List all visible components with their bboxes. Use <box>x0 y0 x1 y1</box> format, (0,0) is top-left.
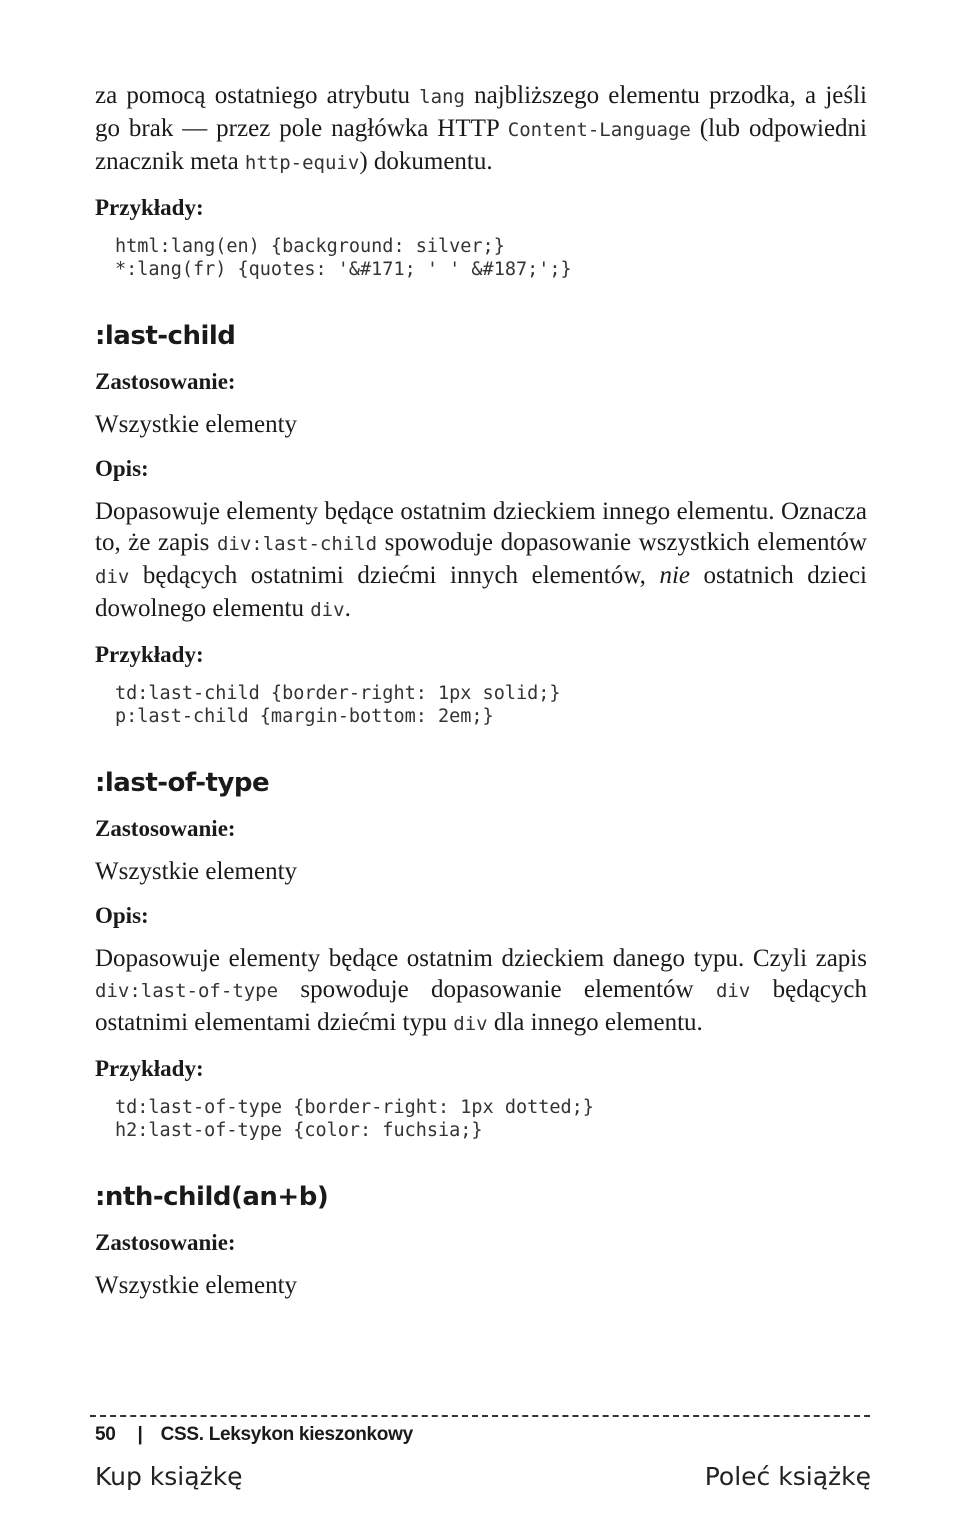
code-example <box>115 1096 867 1142</box>
text-run: będących ostatnimi elementami dziećmi typu <box>95 976 867 1036</box>
description-paragraph <box>95 496 867 626</box>
text-run: dla innego elementu. <box>487 1009 703 1036</box>
code-line: html:lang(en) {background: silver;} <box>115 236 505 257</box>
applies-value: Wszystkie elementy <box>95 1272 298 1299</box>
inline-code: lang <box>419 86 465 108</box>
description-label: Opis: <box>95 903 149 928</box>
description-label: Opis: <box>95 456 149 481</box>
book-title: CSS. Leksykon kieszonkowy <box>160 1424 413 1445</box>
code-example <box>115 235 867 281</box>
footer-separator: | <box>137 1424 143 1445</box>
section-heading-last-child: :last-child <box>95 321 236 351</box>
text-run: ostatnich dzieci dowolnego elementu <box>95 562 867 622</box>
text-run: za pomocą ostatniego atrybutu <box>95 82 420 109</box>
page-number: 50 <box>95 1424 116 1445</box>
code-line: td:last-child {border-right: 1px solid;} <box>115 683 561 704</box>
applies-label: Zastosowanie: <box>95 816 236 841</box>
section-heading-last-of-type: :last-of-type <box>95 768 270 798</box>
buy-book-link[interactable]: Kup książkę <box>95 1462 243 1491</box>
inline-code: div <box>715 980 751 1002</box>
text-run: będących ostatnimi dziećmi innych elementów, <box>129 562 660 589</box>
code-line: p:last-child {margin-bottom: 2em;} <box>115 706 494 727</box>
text-run: spowoduje dopasowanie elementów <box>278 976 716 1003</box>
applies-label: Zastosowanie: <box>95 369 236 394</box>
examples-label: Przykłady: <box>95 1056 204 1081</box>
text-run: (lub odpowiedni znacznik meta <box>95 115 867 175</box>
text-run: Dopasowuje elementy będące ostatnim dzieckiem danego typu. Czyli zapis <box>95 945 867 972</box>
running-footer <box>95 1424 413 1446</box>
inline-code: div <box>453 1013 488 1035</box>
page-content <box>95 80 867 1301</box>
applies-value: Wszystkie elementy <box>95 411 298 438</box>
inline-code: Content-Language <box>507 119 691 141</box>
emphasis: nie <box>659 562 690 589</box>
inline-code: http-equiv <box>244 152 360 174</box>
description-paragraph <box>95 943 867 1040</box>
examples-label: Przykłady: <box>95 642 204 667</box>
code-line: td:last-of-type {border-right: 1px dotted;} <box>115 1097 594 1118</box>
intro-paragraph <box>95 80 867 179</box>
text-run: Dopasowuje elementy będące ostatnim dzieckiem innego elementu. Oznacza to, że zapis <box>95 498 867 556</box>
text-run: . <box>344 595 351 622</box>
section-heading-nth-child: :nth-child(an+b) <box>95 1182 329 1212</box>
examples-label: Przykłady: <box>95 195 204 220</box>
code-line: *:lang(fr) {quotes: '&#171; ' ' &#187;';} <box>115 259 572 280</box>
text-run: spowoduje dopasowanie wszystkich elementów <box>377 529 867 556</box>
recommend-book-link[interactable]: Poleć książkę <box>704 1462 871 1491</box>
inline-code: div <box>95 566 130 588</box>
inline-code: div <box>310 599 345 621</box>
code-line: h2:last-of-type {color: fuchsia;} <box>115 1120 483 1141</box>
text-run: ) dokumentu. <box>359 148 493 175</box>
code-example <box>115 682 867 728</box>
applies-label: Zastosowanie: <box>95 1230 236 1255</box>
inline-code: div:last-of-type <box>95 980 279 1002</box>
text-run: najbliższego elementu przodka, a jeśli go brak — przez pole nagłówka HTTP <box>95 82 867 142</box>
footer-divider <box>90 1415 870 1417</box>
inline-code: div:last-child <box>216 533 378 555</box>
applies-value: Wszystkie elementy <box>95 858 298 885</box>
